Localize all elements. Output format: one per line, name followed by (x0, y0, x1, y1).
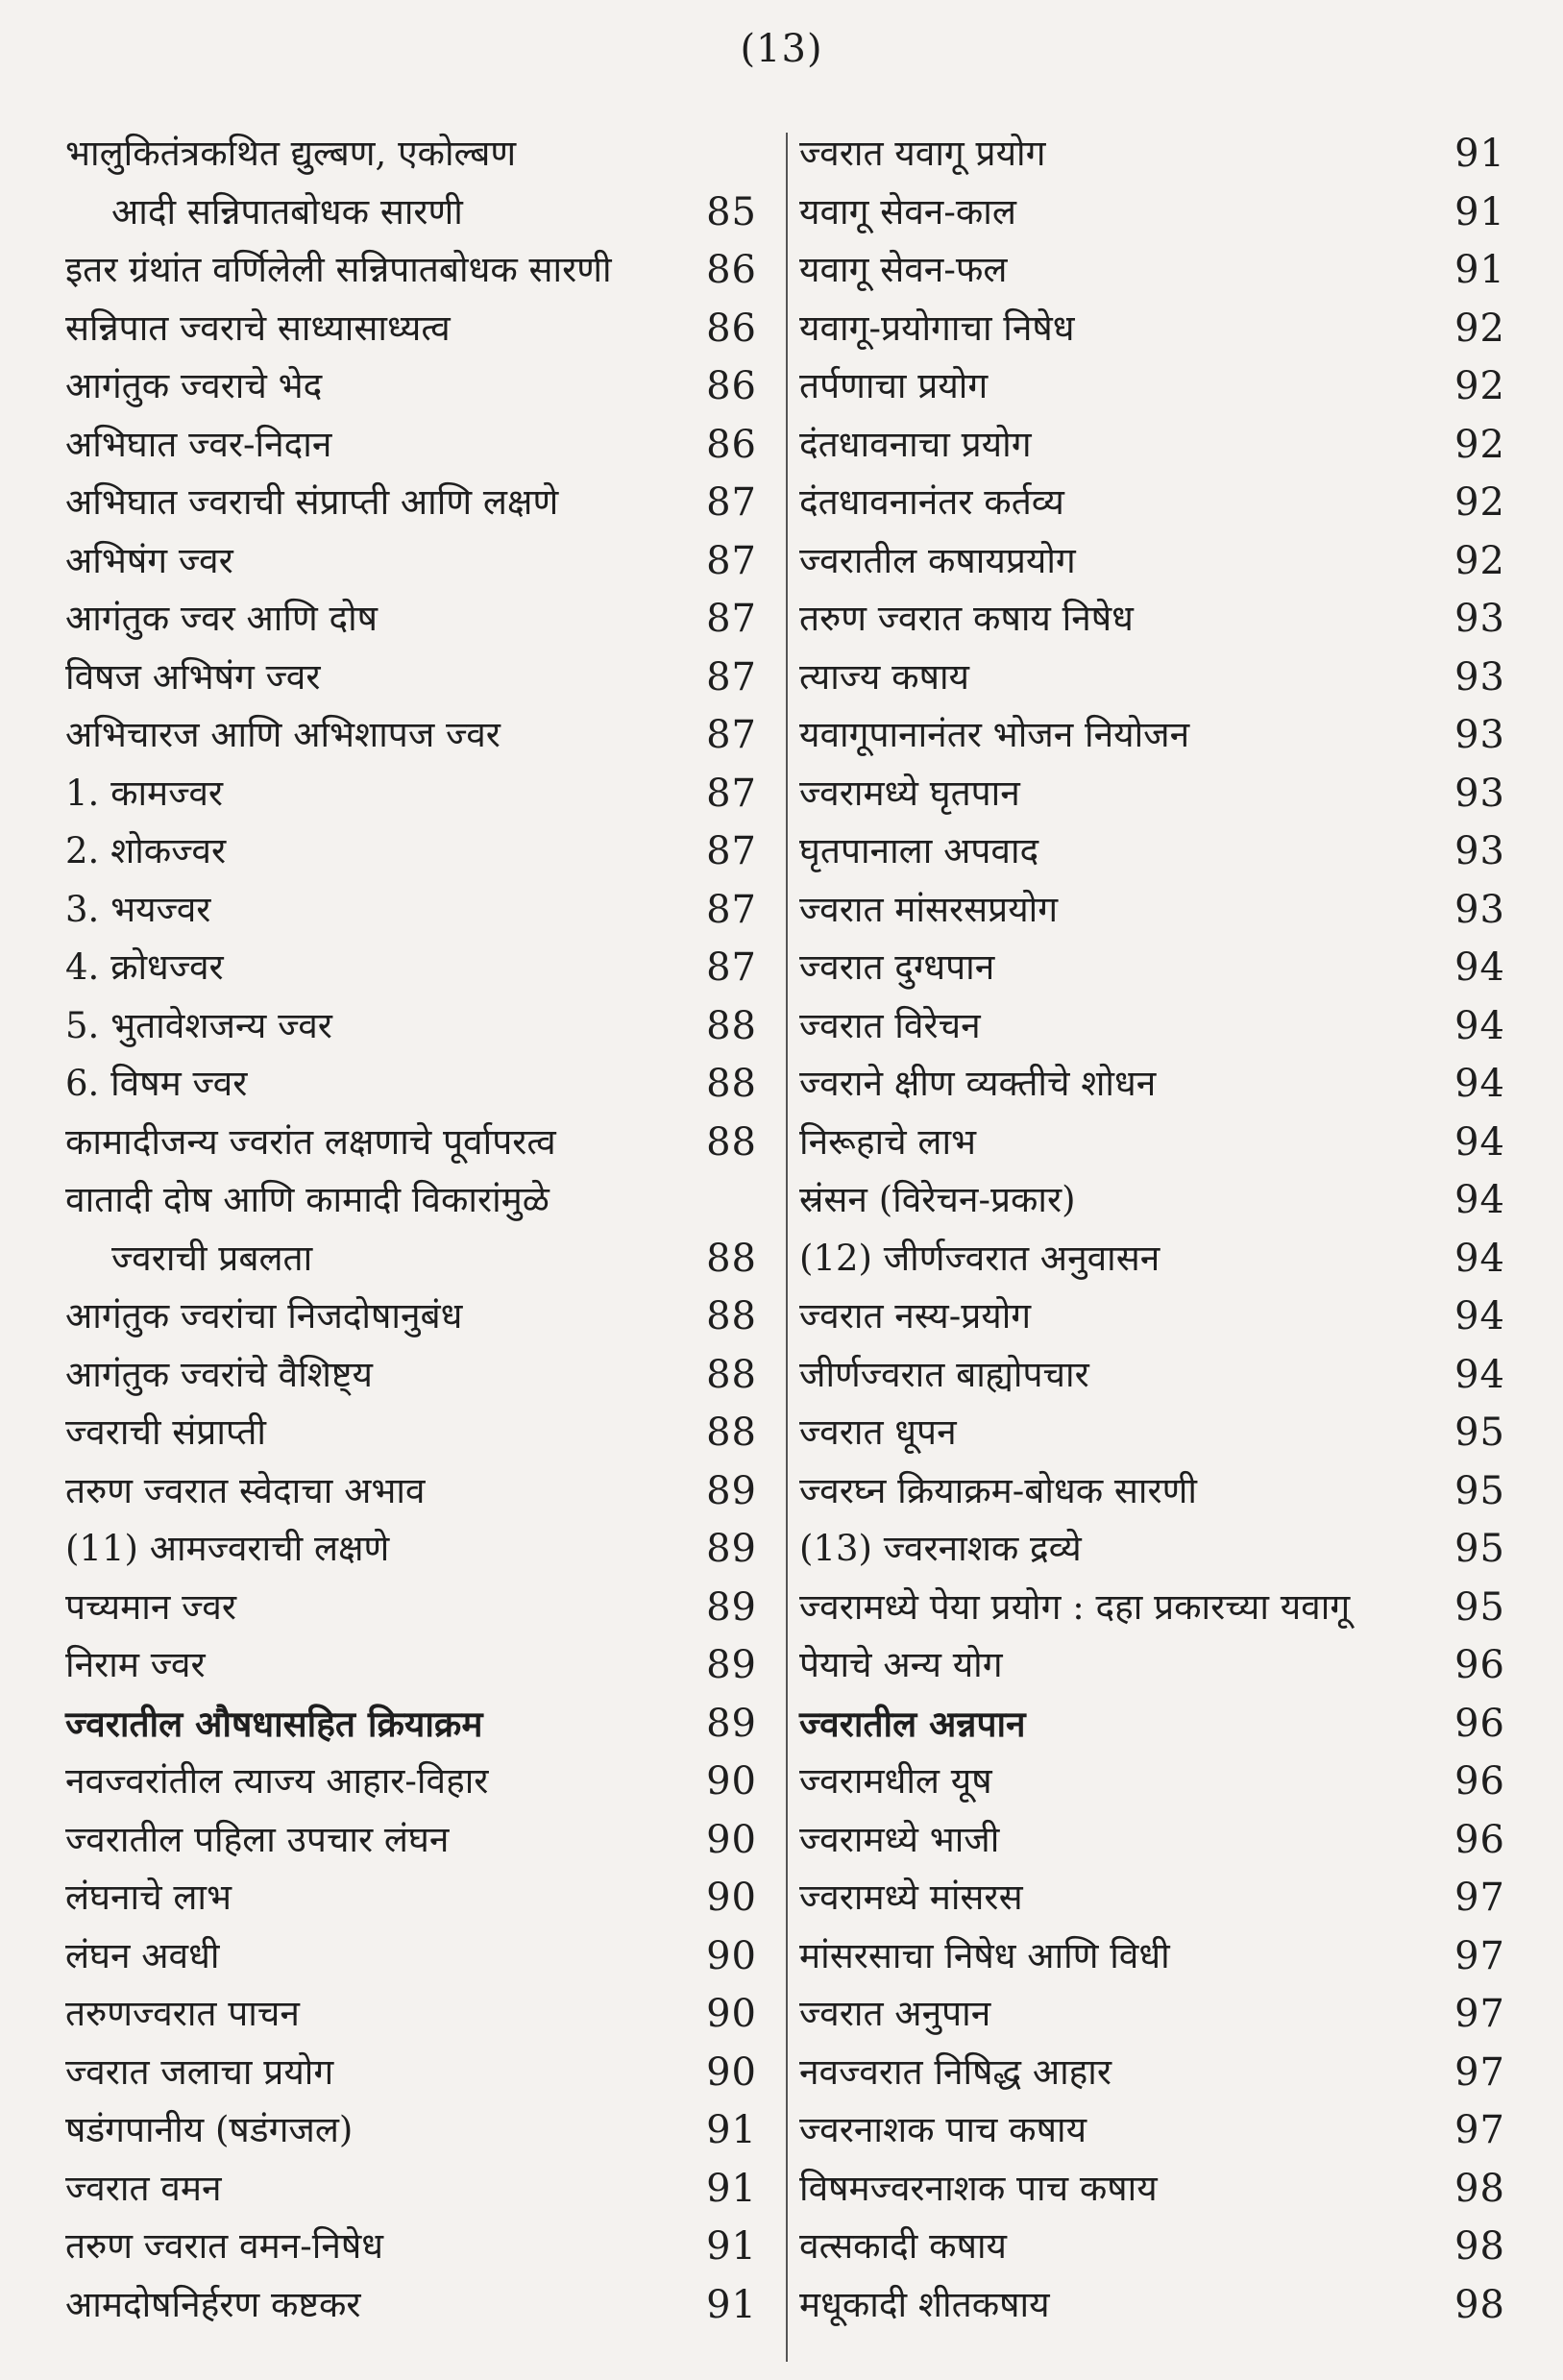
toc-entry-page: 91 (706, 2108, 757, 2152)
toc-entry (799, 1404, 1505, 1462)
toc-entry-page: 92 (1454, 480, 1505, 525)
toc-entry (65, 1695, 757, 1754)
toc-entry (65, 1869, 757, 1927)
toc-entry (65, 1055, 757, 1114)
toc-entry-page: 93 (1454, 654, 1505, 699)
toc-entry-page: 91 (1454, 248, 1505, 292)
toc-entry (799, 1869, 1505, 1927)
toc-entry-title: भालुकितंत्रकथित द्युल्बण, एकोल्बण (65, 133, 517, 174)
toc-entry-title: ज्वरात विरेचन (799, 1004, 981, 1046)
toc-entry-page: 88 (706, 1062, 757, 1106)
toc-entry (65, 1811, 757, 1870)
toc-entry (65, 2218, 757, 2276)
toc-entry-title: त्याज्य कषाय (799, 655, 970, 698)
toc-entry-title: मधूकादी शीतकषाय (799, 2283, 1050, 2325)
toc-entry (65, 822, 757, 881)
toc-entry (65, 881, 757, 940)
toc-entry-title: ज्वराची प्रबलता (111, 1237, 313, 1279)
toc-entry (799, 125, 1505, 184)
toc-entry-title: नवज्वरांतील त्याज्य आहार-विहार (65, 1760, 489, 1802)
toc-entry-page: 91 (706, 2282, 757, 2327)
toc-entry-page: 90 (706, 2049, 757, 2095)
toc-entry-title: ज्वरात जलाचा प्रयोग (65, 2050, 334, 2093)
toc-entry-title: ज्वरनाशक पाच कषाय (799, 2109, 1087, 2150)
toc-entry (65, 997, 757, 1056)
toc-entry (799, 706, 1505, 765)
toc-entry-title: ज्वरामध्ये पेया प्रयोग : दहा प्रकारच्या यवागू (799, 1585, 1351, 1628)
toc-entry-title: ज्वरामधील यूष (799, 1760, 992, 1802)
toc-entry-page: 88 (706, 1294, 757, 1338)
toc-entry-title: दंतधावनाचा प्रयोग (799, 423, 1032, 465)
toc-entry (799, 881, 1505, 940)
toc-entry (65, 474, 757, 532)
toc-entry-title: ज्वरघ्न क्रियाक्रम-बोधक सारणी (799, 1469, 1197, 1511)
toc-entry-page: 94 (1454, 945, 1505, 990)
toc-entry-title: लंघन अवधी (65, 1934, 220, 1976)
toc-entry (65, 2044, 757, 2102)
toc-entry (799, 590, 1505, 649)
toc-entry (799, 1695, 1505, 1754)
toc-entry-title: आगंतुक ज्वरांचे वैशिष्ट्य (65, 1353, 374, 1395)
toc-entry-title: विषज अभिषंग ज्वर (65, 655, 321, 698)
toc-entry-page: 87 (706, 887, 757, 932)
toc-entry (799, 1579, 1505, 1637)
toc-entry-title: इतर ग्रंथांत वर्णिलेली सन्निपातबोधक सारणी (65, 249, 612, 290)
toc-entry (65, 2101, 757, 2160)
toc-entry-page: 91 (1454, 132, 1505, 176)
toc-entry-page: 93 (1454, 771, 1505, 816)
toc-entry-page: 95 (1454, 1411, 1505, 1455)
toc-entry-page: 96 (1454, 1817, 1505, 1862)
toc-entry-page: 87 (706, 654, 757, 699)
toc-entry-title: ज्वरात मांसरसप्रयोग (799, 888, 1059, 930)
column-divider (786, 133, 788, 2362)
toc-entry (799, 1462, 1505, 1521)
toc-entry (799, 474, 1505, 532)
toc-entry-page: 93 (1454, 713, 1505, 757)
toc-entry (65, 184, 757, 242)
toc-entry-title: तर्पणाचा प्रयोग (799, 365, 989, 406)
toc-entry (65, 1171, 757, 1230)
toc-entry (799, 2101, 1505, 2160)
toc-entry-title: आगंतुक ज्वराचे भेद (65, 365, 323, 406)
toc-entry-title: अभिचारज आणि अभिशापज ज्वर (65, 714, 501, 755)
toc-entry-title: ज्वरातील कषायप्रयोग (799, 539, 1076, 581)
toc-entry-page: 94 (1454, 1003, 1505, 1048)
toc-entry (799, 532, 1505, 591)
toc-entry-page: 88 (706, 1411, 757, 1455)
toc-entry (799, 1985, 1505, 2044)
toc-entry-page: 97 (1454, 2108, 1505, 2152)
toc-entry (65, 2276, 757, 2335)
toc-entry-title: नवज्वरात निषिद्ध आहार (799, 2050, 1111, 2093)
toc-entry-page: 94 (1454, 1294, 1505, 1338)
toc-entry-title: ज्वरात वमन (65, 2167, 222, 2209)
toc-entry-page: 98 (1454, 2166, 1505, 2211)
toc-entry (65, 532, 757, 591)
toc-entry-page: 97 (1454, 1933, 1505, 1978)
toc-entry-title: षडंगपानीय (षडंगजल) (65, 2109, 354, 2150)
toc-entry-title: (11) आमज्वराची लक्षणे (65, 1528, 390, 1569)
toc-entry-page: 93 (1454, 887, 1505, 932)
toc-entry-title: पेयाचे अन्य योग (799, 1644, 1003, 1685)
toc-entry-page: 87 (706, 597, 757, 641)
toc-entry-page: 90 (706, 1817, 757, 1862)
toc-entry-page: 87 (706, 771, 757, 816)
toc-entry-title: ज्वरामध्ये भाजी (799, 1818, 1000, 1860)
toc-entry-page: 94 (1454, 1236, 1505, 1281)
toc-entry (65, 1985, 757, 2044)
toc-entry-page: 91 (706, 2224, 757, 2269)
toc-entry-page: 87 (706, 538, 757, 583)
toc-entry-title: 3. भयज्वर (65, 888, 211, 930)
toc-entry (65, 1579, 757, 1637)
toc-entry-title: ज्वरात अनुपान (799, 1993, 991, 2034)
toc-entry-page: 92 (1454, 306, 1505, 351)
toc-entry (799, 1520, 1505, 1579)
toc-entry-title: ज्वरात दुग्धपान (799, 946, 995, 988)
toc-entry-page: 98 (1454, 2282, 1505, 2327)
toc-entry-page: 97 (1454, 1992, 1505, 2036)
toc-entry (799, 1811, 1505, 1870)
toc-entry (799, 1753, 1505, 1811)
toc-entry (65, 706, 757, 765)
toc-entry (799, 300, 1505, 358)
toc-entry-title: ज्वरामध्ये घृतपान (799, 772, 1020, 814)
toc-entry (799, 1171, 1505, 1230)
toc-entry (65, 416, 757, 475)
toc-entry-page: 92 (1454, 364, 1505, 408)
toc-entry-page: 93 (1454, 829, 1505, 873)
toc-entry-title: आदी सन्निपातबोधक सारणी (111, 190, 463, 233)
toc-entry (65, 300, 757, 358)
toc-entry-page: 88 (706, 1003, 757, 1048)
toc-entry-title: सन्निपात ज्वराचे साध्यासाध्यत्व (65, 307, 451, 349)
toc-entry-title: यवागूपानानंतर भोजन नियोजन (799, 714, 1190, 755)
toc-entry (65, 2160, 757, 2219)
toc-entry (799, 416, 1505, 475)
toc-entry-title: ज्वरात नस्य-प्रयोग (799, 1295, 1032, 1337)
toc-entry-page: 93 (1454, 597, 1505, 641)
toc-entry-title: यवागू-प्रयोगाचा निषेध (799, 307, 1075, 349)
toc-entry (799, 2218, 1505, 2276)
toc-entry-page: 85 (706, 189, 757, 234)
toc-entry-title: 4. क्रोधज्वर (65, 946, 224, 988)
toc-entry-title: वत्सकादी कषाय (799, 2225, 1008, 2267)
toc-entry (799, 2160, 1505, 2219)
toc-entry-page: 88 (706, 1352, 757, 1397)
toc-entry-title: ज्वरातील अन्नपान (799, 1702, 1026, 1745)
toc-entry (799, 1636, 1505, 1695)
toc-entry (799, 184, 1505, 242)
toc-entry (65, 1462, 757, 1521)
toc-entry (799, 1055, 1505, 1114)
toc-entry-page: 86 (706, 364, 757, 408)
toc-entry-title: ज्वराने क्षीण व्यक्तीचे शोधन (799, 1063, 1157, 1104)
toc-entry-title: आगंतुक ज्वरांचा निजदोषानुबंध (65, 1295, 463, 1337)
page-number: (13) (740, 27, 823, 71)
toc-entry-page: 97 (1454, 2049, 1505, 2095)
toc-entry (65, 1288, 757, 1346)
toc-entry-title: पच्यमान ज्वर (65, 1585, 237, 1628)
toc-entry-page: 88 (706, 1236, 757, 1281)
toc-entry-page: 89 (706, 1468, 757, 1513)
toc-entry-page: 97 (1454, 1876, 1505, 1920)
toc-entry (799, 939, 1505, 997)
toc-entry-page: 91 (706, 2166, 757, 2211)
toc-entry-page: 87 (706, 945, 757, 990)
toc-right-column (799, 125, 1505, 2334)
toc-entry-title: आमदोषनिर्हरण कष्टकर (65, 2283, 361, 2325)
toc-entry-page: 90 (706, 1759, 757, 1803)
toc-entry-page: 89 (706, 1643, 757, 1687)
toc-entry-title: जीर्णज्वरात बाह्योपचार (799, 1353, 1089, 1395)
toc-entry (65, 1114, 757, 1172)
toc-entry-title: तरुण ज्वरात वमन-निषेध (65, 2225, 384, 2267)
toc-entry (65, 1927, 757, 1986)
toc-entry-title: तरुण ज्वरात स्वेदाचा अभाव (65, 1469, 426, 1511)
toc-entry-title: तरुणज्वरात पाचन (65, 1993, 300, 2034)
toc-entry-title: 6. विषम ज्वर (65, 1063, 248, 1104)
toc-entry-title: यवागू सेवन-फल (799, 249, 1008, 290)
toc-entry-page: 90 (706, 1876, 757, 1920)
toc-entry (65, 649, 757, 707)
toc-entry (799, 649, 1505, 707)
toc-entry-page: 96 (1454, 1759, 1505, 1803)
toc-entry-page: 90 (706, 1933, 757, 1978)
toc-entry-page: 89 (706, 1527, 757, 1571)
toc-entry-title: ज्वरात धूपन (799, 1411, 957, 1453)
toc-entry-title: ज्वरातील औषधासहित क्रियाक्रम (65, 1702, 483, 1745)
toc-entry-page: 86 (706, 306, 757, 351)
toc-entry (65, 1520, 757, 1579)
toc-entry-title: स्रंसन (विरेचन-प्रकार) (799, 1179, 1076, 1220)
toc-entry-page: 91 (1454, 189, 1505, 234)
toc-entry-title: ज्वराची संप्राप्ती (65, 1411, 267, 1453)
toc-entry (65, 125, 757, 184)
toc-entry (65, 1404, 757, 1462)
toc-entry-page: 87 (706, 480, 757, 525)
toc-left-column (65, 125, 757, 2334)
toc-entry (799, 241, 1505, 300)
toc-entry-page: 86 (706, 248, 757, 292)
toc-entry (65, 1753, 757, 1811)
toc-entry (799, 765, 1505, 823)
toc-entry-title: (12) जीर्णज्वरात अनुवासन (799, 1237, 1160, 1279)
toc-entry-title: तरुण ज्वरात कषाय निषेध (799, 598, 1134, 639)
toc-entry-title: कामादीजन्य ज्वरांत लक्षणाचे पूर्वापरत्व (65, 1120, 556, 1163)
toc-entry (65, 765, 757, 823)
toc-entry (799, 1288, 1505, 1346)
toc-entry-page: 92 (1454, 422, 1505, 467)
toc-entry-page: 95 (1454, 1527, 1505, 1571)
toc-entry (799, 822, 1505, 881)
toc-entry-title: आगंतुक ज्वर आणि दोष (65, 598, 379, 639)
toc-entry (799, 1346, 1505, 1405)
toc-entry-page: 90 (706, 1992, 757, 2036)
toc-entry (65, 1346, 757, 1405)
toc-entry (65, 939, 757, 997)
toc-entry (799, 1927, 1505, 1986)
toc-entry (799, 1230, 1505, 1288)
toc-entry-title: घृतपानाला अपवाद (799, 830, 1039, 871)
toc-entry-page: 95 (1454, 1468, 1505, 1513)
toc-entry-page: 89 (706, 1584, 757, 1630)
toc-entry-title: यवागू सेवन-काल (799, 190, 1016, 233)
toc-entry-title: ज्वरातील पहिला उपचार लंघन (65, 1818, 450, 1860)
toc-entry-title: अभिषंग ज्वर (65, 539, 233, 581)
toc-entry-title: 5. भुतावेशजन्य ज्वर (65, 1004, 332, 1046)
toc-entry-title: (13) ज्वरनाशक द्रव्ये (799, 1528, 1082, 1569)
toc-entry-page: 94 (1454, 1178, 1505, 1222)
toc-entry-title: निराम ज्वर (65, 1644, 206, 1685)
toc-entry (65, 1636, 757, 1695)
toc-entry-page: 95 (1454, 1584, 1505, 1630)
toc-entry-title: ज्वरामध्ये मांसरस (799, 1877, 1023, 1918)
toc-entry (65, 1230, 757, 1288)
toc-entry-page: 94 (1454, 1352, 1505, 1397)
toc-entry (799, 1114, 1505, 1172)
toc-entry (799, 2044, 1505, 2102)
toc-entry-page: 94 (1454, 1119, 1505, 1165)
toc-entry (65, 590, 757, 649)
toc-entry-page: 87 (706, 713, 757, 757)
toc-entry (799, 357, 1505, 416)
toc-entry-page: 86 (706, 422, 757, 467)
toc-entry-title: अभिघात ज्वराची संप्राप्ती आणि लक्षणे (65, 481, 559, 523)
toc-entry-page: 94 (1454, 1062, 1505, 1106)
toc-entry-title: निरूहाचे लाभ (799, 1120, 977, 1163)
toc-entry-page: 92 (1454, 538, 1505, 583)
toc-entry (799, 997, 1505, 1056)
toc-entry-title: लंघनाचे लाभ (65, 1877, 232, 1918)
toc-entry-title: मांसरसाचा निषेध आणि विधी (799, 1934, 1170, 1976)
toc-entry-title: 2. शोकज्वर (65, 830, 227, 871)
toc-entry-title: 1. कामज्वर (65, 772, 224, 814)
toc-entry (65, 357, 757, 416)
toc-entry-title: वातादी दोष आणि कामादी विकारांमुळे (65, 1179, 549, 1220)
toc-entry (799, 2276, 1505, 2335)
toc-entry-title: विषमज्वरनाशक पाच कषाय (799, 2167, 1158, 2209)
toc-entry (65, 241, 757, 300)
toc-entry-title: दंतधावनानंतर कर्तव्य (799, 481, 1064, 523)
toc-entry-title: ज्वरात यवागू प्रयोग (799, 133, 1046, 174)
toc-entry-page: 96 (1454, 1701, 1505, 1746)
toc-entry-page: 96 (1454, 1643, 1505, 1687)
toc-entry-title: अभिघात ज्वर-निदान (65, 423, 332, 465)
toc-entry-page: 98 (1454, 2224, 1505, 2269)
toc-entry-page: 89 (706, 1701, 757, 1746)
toc-entry-page: 87 (706, 829, 757, 873)
toc-entry-page: 88 (706, 1119, 757, 1165)
